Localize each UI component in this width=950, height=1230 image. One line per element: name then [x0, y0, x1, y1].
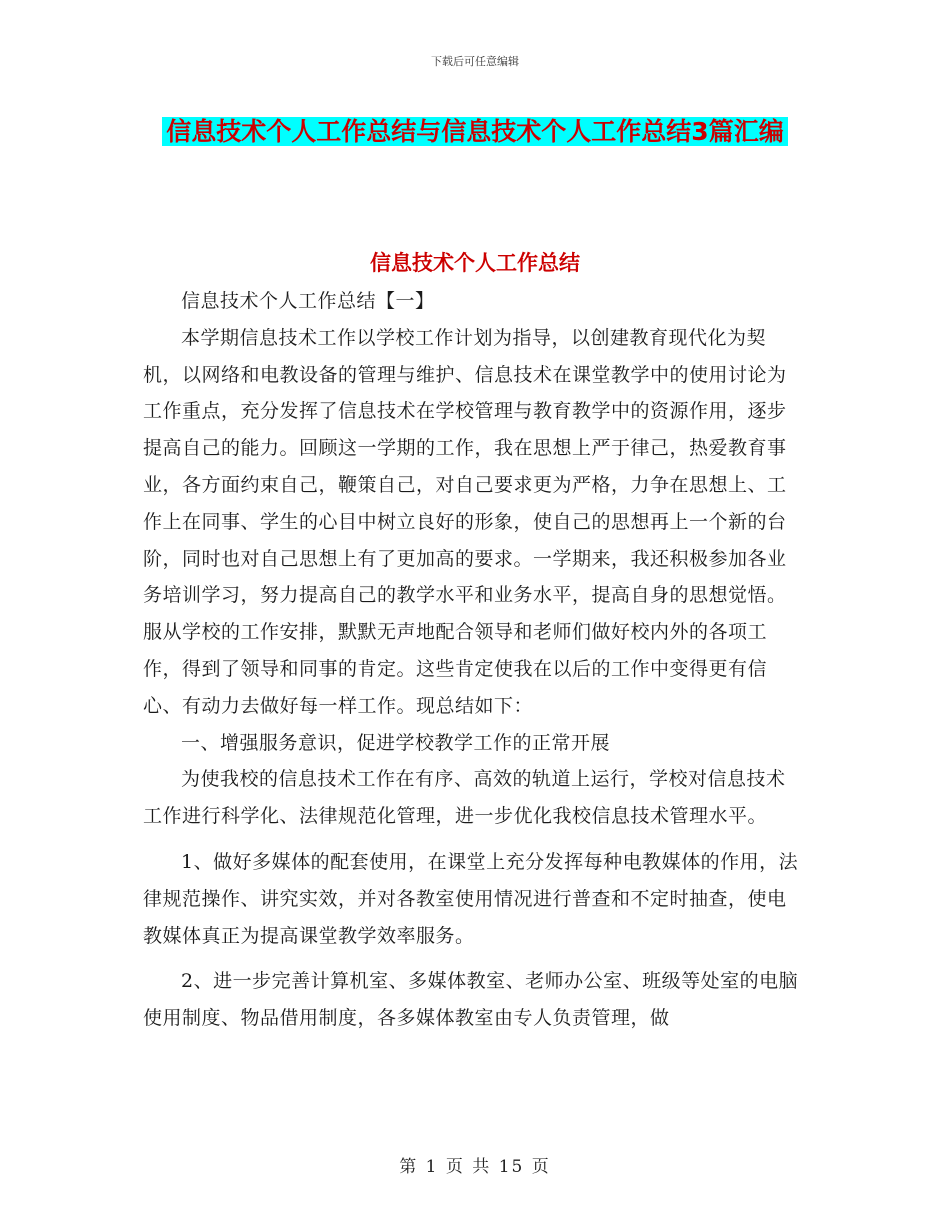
body-text: [143, 283, 803, 1037]
section-heading: 信息技术个人工作总结: [370, 251, 580, 275]
paragraph-subtitle: 信息技术个人工作总结【一】: [181, 290, 435, 312]
document-title: [145, 110, 805, 154]
paragraph-management: 为使我校的信息技术工作在有序、高效的轨道上运行，学校对信息技术工作进行科学化、法律规范化管理，进一步优化我校信息技术管理水平。: [143, 768, 786, 828]
document-title-text: 信息技术个人工作总结与信息技术个人工作总结3篇汇编: [162, 117, 787, 146]
paragraph-item-2: 2、进一步完善计算机室、多媒体教室、老师办公室、班级等处室的电脑使用制度、物品借用制度，各多媒体教室由专人负责管理，做: [143, 970, 799, 1030]
paragraph-intro: 本学期信息技术工作以学校工作计划为指导，以创建教育现代化为契机，以网络和电教设备的管理与维护、信息技术在课堂教学中的使用讨论为工作重点，充分发挥了信息技术在学校管理与教育教学中的资源作用，逐步提高自己的能力。回顾这一学期的工作，我在思想上严于律己，热爱教育事业，各方面约束自己，鞭策自己，对自己要求更为严格，力争在思想上、工作上在同事、学生的心目中树立良好的形象，使自己的思想再上一个新的台阶，同时也对自己思想上有了更加高的要求。一学期来，我还积极参加各业务培训学习，努力提高自己的教学水平和业务水平，提高自身的思想觉悟。服从学校的工作安排，默默无声地配合领导和老师们做好校内外的各项工作，得到了领导和同事的肯定。这些肯定使我在以后的工作中变得更有信心、有动力去做好每一样工作。现总结如下：: [143, 326, 787, 717]
paragraph-item-1: 1、做好多媒体的配套使用，在课堂上充分发挥每种电教媒体的作用，法律规范操作、讲究实效，并对各教室使用情况进行普查和不定时抽查，使电教媒体真正为提高课堂教学效率服务。: [143, 850, 799, 947]
paragraph-section-one: 一、增强服务意识，促进学校教学工作的正常开展: [181, 731, 611, 754]
header-note: 下载后可任意编辑: [431, 55, 519, 68]
page-footer: 第 1 页 共 15 页: [399, 1157, 551, 1177]
